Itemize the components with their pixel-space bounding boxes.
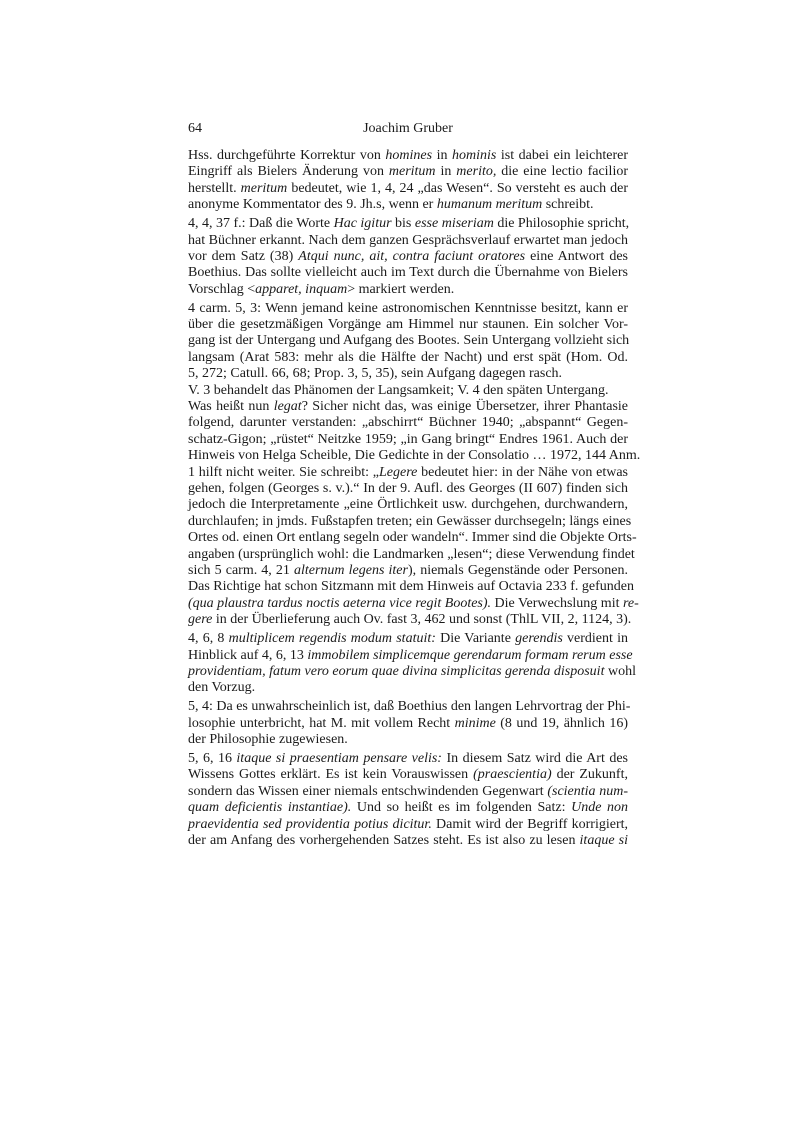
text-line xyxy=(188,784,628,800)
text-segment: in der Überlieferung auch Ov. fast 3, 462 und sonst (ThlL VII, 2, 1124, 3). xyxy=(212,612,632,628)
italic-latin-segment: multiplicem regendis modum statuit: xyxy=(228,631,436,647)
italic-latin-segment: esse miseriam xyxy=(414,216,494,232)
text-segment: Ortes od. einen Ort entlang segeln oder wandeln“. Immer sind die Objekte Orts- xyxy=(188,530,637,546)
text-line xyxy=(188,563,628,579)
text-segment: über die gesetzmäßigen Vorgänge am Himmel nur staunen. Ein solcher Vor- xyxy=(188,317,628,333)
text-segment: V. 3 behandelt das Phänomen der Langsamkeit; V. 4 den späten Untergang. xyxy=(188,382,609,398)
text-line xyxy=(188,612,632,628)
text-line xyxy=(188,317,628,333)
italic-latin-segment: Atqui nunc, ait, contra faciunt oratores xyxy=(298,248,526,264)
text-line xyxy=(188,767,628,783)
text-line xyxy=(188,432,628,448)
text-segment: den Vorzug. xyxy=(188,680,256,696)
page-header xyxy=(188,120,628,138)
text-line xyxy=(188,197,628,213)
text-line xyxy=(188,680,628,696)
text-segment: der am Anfang des vorhergehenden Satzes steht. Es ist also zu lesen xyxy=(188,832,580,848)
italic-latin-segment: Legere xyxy=(378,464,418,480)
text-segment: langsam (Arat 583: mehr als die Hälfte der Nacht) und erst spät (Hom. Od. xyxy=(188,349,628,365)
text-segment: 4, 6, 8 xyxy=(188,631,229,647)
text-line xyxy=(188,833,628,849)
text-segment: durchlaufen; in jmds. Fußstapfen treten; ein Gewässer durchsegeln; längs eines xyxy=(188,513,632,529)
text-segment: 4 carm. 5, 3: Wenn jemand keine astronomischen Kenntnisse besitzt, kann er xyxy=(188,300,628,316)
text-segment: > markiert werden. xyxy=(347,281,455,297)
italic-latin-segment: merito, xyxy=(456,164,497,180)
text-segment: anonyme Kommentator des 9. Jh.s, wenn er xyxy=(188,197,437,213)
text-segment: Wissens Gottes erklärt. Es ist kein Vorauswissen xyxy=(188,767,474,783)
text-segment: 1 hilft nicht weiter. Sie schreibt: „ xyxy=(188,464,379,480)
text-line xyxy=(188,181,628,197)
text-line xyxy=(188,663,636,680)
text-segment: gehen, folgen (Georges s. v.).“ In der 9. Aufl. des Georges (II 607) finden sich xyxy=(188,481,628,496)
italic-latin-segment: quam deficientis instantiae). xyxy=(188,800,352,816)
italic-latin-segment: alternum legens iter xyxy=(293,562,408,578)
text-line xyxy=(188,148,628,164)
text-segment: vor dem Satz (38) xyxy=(188,248,299,264)
italic-latin-segment: humanum meritum xyxy=(436,197,543,213)
text-segment: sich 5 carm. 4, 21 xyxy=(188,562,294,578)
text-segment: die Philosophie spricht, xyxy=(493,216,630,232)
text-segment: eine Antwort des xyxy=(525,248,629,264)
text-segment: Hinweis von Helga Scheible, Die Gedichte in der Consolatio … 1972, 144 Anm. xyxy=(188,448,641,464)
text-line xyxy=(188,366,628,382)
italic-latin-segment: re- xyxy=(622,595,639,611)
italic-latin-segment: praevidentia sed providentia potius dicitur. xyxy=(188,816,432,832)
text-segment: 4, 4, 37 f.: Daß die Worte xyxy=(188,216,334,232)
text-segment: ), niemals Gegenstände oder Personen. xyxy=(407,562,629,578)
text-segment: schatz-Gigon; „rüstet“ Neitzke 1959; „in Gang bringt“ Endres 1961. Auch der xyxy=(188,431,628,447)
text-segment: (8 und 19, ähnlich 16) xyxy=(495,715,629,731)
page-number: 64 xyxy=(188,121,202,136)
text-segment: jedoch die Interpretamente „eine Örtlichkeit usw. durchgehen, durchwandern, xyxy=(188,497,628,513)
text-line xyxy=(188,265,628,281)
text-line xyxy=(188,383,628,399)
italic-latin-segment: immobilem simplicemque gerendarum formam rerum esse xyxy=(307,647,633,663)
text-line xyxy=(188,595,639,612)
text-line xyxy=(188,497,628,513)
italic-latin-segment: apparet, inquam xyxy=(255,281,348,297)
text-segment: verdient in xyxy=(562,631,628,647)
text-segment: Eingriff als Bielers Änderung von xyxy=(188,164,389,180)
italic-latin-segment: meritum xyxy=(240,180,288,196)
text-segment: 5, 6, 16 xyxy=(188,751,237,767)
text-segment: Und so heißt es im folgenden Satz: xyxy=(351,800,572,816)
text-segment: bis xyxy=(391,216,415,232)
text-segment: herstellt. xyxy=(188,180,241,196)
text-line xyxy=(188,333,628,349)
italic-latin-segment: gerendis xyxy=(515,631,563,647)
text-segment: 5, 4: Da es unwahrscheinlich ist, daß Boethius den langen Lehrvortrag der Phi- xyxy=(188,699,631,715)
text-segment: angaben (ursprünglich wohl: die Landmarken „lesen“; diese Verwendung findet xyxy=(188,546,635,562)
text-line xyxy=(188,530,637,546)
text-segment: bedeutet, wie 1, 4, 24 „das Wesen“. So versteht es auch der xyxy=(287,180,628,196)
italic-latin-segment: providentiam, fatum vero eorum quae divina simplicitas gerenda disposuit xyxy=(188,663,605,679)
commentary-body xyxy=(188,148,641,852)
text-line xyxy=(188,233,628,249)
text-line xyxy=(188,513,632,530)
text-line xyxy=(188,631,628,647)
text-line xyxy=(188,817,628,833)
text-line xyxy=(188,249,628,265)
text-line xyxy=(188,751,628,767)
text-segment: Was heißt nun xyxy=(188,399,274,415)
text-line xyxy=(188,164,628,180)
commentary-entry xyxy=(188,148,628,214)
running-head-author: Joachim Gruber xyxy=(363,121,453,136)
text-line xyxy=(188,579,634,595)
italic-latin-segment: itaque si praesentiam pensare velis: xyxy=(236,751,442,767)
italic-latin-segment: (scientia num- xyxy=(547,783,628,799)
text-segment: wohl xyxy=(604,663,636,679)
text-segment: der Zukunft, xyxy=(551,767,628,783)
text-segment: Hss. durchgeführte Korrektur von xyxy=(188,148,386,163)
italic-latin-segment: (qua plaustra tardus noctis aeterna vice regit Bootes). xyxy=(188,595,492,611)
italic-latin-segment: legat xyxy=(273,399,302,415)
text-segment: ist dabei ein leichterer xyxy=(496,148,629,163)
commentary-entry xyxy=(188,300,641,629)
italic-latin-segment: Unde non xyxy=(571,800,629,816)
text-line xyxy=(188,465,628,481)
italic-latin-segment: homines xyxy=(385,148,433,163)
text-line xyxy=(188,546,635,563)
italic-latin-segment: itaque si xyxy=(579,832,628,848)
text-line xyxy=(188,716,628,732)
text-segment: bedeutet hier: in der Nähe von etwas xyxy=(417,464,629,480)
commentary-entry xyxy=(188,751,628,849)
italic-latin-segment: Hac igitur xyxy=(333,216,392,232)
text-segment: Vorschlag < xyxy=(188,281,256,297)
text-line xyxy=(188,216,628,232)
text-line xyxy=(188,800,628,816)
italic-latin-segment: gere xyxy=(188,612,213,628)
text-segment: in xyxy=(432,148,453,163)
text-segment: hat Büchner erkannt. Nach dem ganzen Gesprächsverlauf erwartet man jedoch xyxy=(188,232,629,248)
italic-latin-segment: hominis xyxy=(452,148,497,163)
text-line xyxy=(188,282,628,298)
text-segment: Hinblick auf 4, 6, 13 xyxy=(188,647,308,663)
italic-latin-segment: (praescientia) xyxy=(473,767,552,783)
text-segment: 5, 272; Catull. 66, 68; Prop. 3, 5, 35), sein Aufgang dagegen rasch. xyxy=(188,366,563,382)
text-segment: In diesem Satz wird die Art des xyxy=(441,751,628,767)
text-segment: losophie unterbricht, hat M. mit vollem Recht xyxy=(188,715,455,731)
text-segment: die eine lectio facilior xyxy=(496,164,628,180)
text-line xyxy=(188,399,628,415)
text-line xyxy=(188,699,631,715)
text-segment: Die Variante xyxy=(435,631,516,647)
text-segment: der Philosophie zugewiesen. xyxy=(188,732,348,748)
text-segment: Damit wird der Begriff korrigiert, xyxy=(431,816,628,832)
text-segment: Das Richtige hat schon Sitzmann mit dem Hinweis auf Octavia 233 f. gefunden xyxy=(188,579,634,595)
text-line xyxy=(188,732,628,748)
text-segment: Boethius. Das sollte vielleicht auch im Text durch die Übernahme von Bielers xyxy=(188,265,628,281)
text-line xyxy=(188,481,628,497)
text-line xyxy=(188,647,633,664)
text-segment: gang ist der Untergang und Aufgang des Bootes. Sein Untergang vollzieht sich xyxy=(188,333,630,349)
commentary-entry xyxy=(188,699,631,748)
commentary-entry xyxy=(188,631,636,697)
italic-latin-segment: meritum xyxy=(388,164,436,180)
text-line xyxy=(188,301,628,317)
text-line xyxy=(188,415,628,431)
text-segment: schreibt. xyxy=(542,197,594,213)
text-segment: ? Sicher nicht das, was einige Übersetzer, ihrer Phantasie xyxy=(301,399,629,415)
text-segment: Die Verwechslung mit xyxy=(491,595,623,611)
commentary-entry xyxy=(188,216,628,298)
text-line xyxy=(188,350,628,366)
text-segment: sondern das Wissen einer niemals entschwindenden Gegenwart xyxy=(188,783,548,799)
text-segment: in xyxy=(435,164,457,180)
text-segment: folgend, darunter verstanden: „abschirrt“ Büchner 1940; „abspannt“ Gegen- xyxy=(188,415,628,431)
italic-latin-segment: minime xyxy=(454,715,496,731)
text-line xyxy=(188,448,641,464)
